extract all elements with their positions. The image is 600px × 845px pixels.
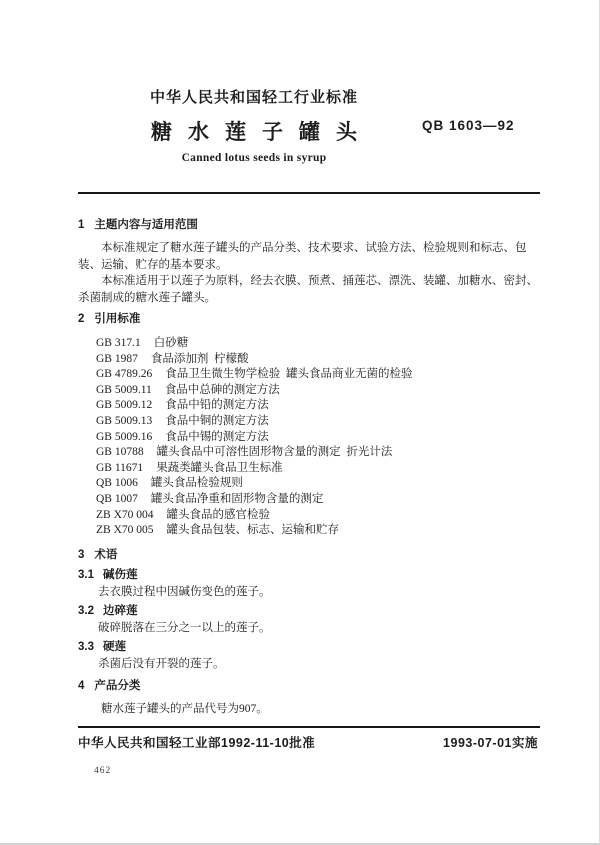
scope-paragraph-1: 本标准规定了糖水莲子罐头的产品分类、技术要求、试验方法、检验规则和标志、包装、运输、贮存的基本要求。 (78, 242, 527, 271)
list-item (96, 336, 540, 352)
footer-divider (78, 726, 540, 728)
standard-title: 食品中铅的测定方法 (165, 399, 269, 412)
term-definition: 破碎脱落在三分之一以上的莲子。 (98, 621, 271, 634)
term-heading (78, 640, 540, 654)
standard-code: GB 5009.12 (96, 399, 153, 412)
classification-paragraph: 糖水莲子罐头的产品代号为907。 (101, 702, 268, 715)
section-heading-classification (78, 679, 540, 694)
term-name: 碱伤莲 (103, 568, 138, 581)
standard-code: QB 1006 (96, 477, 138, 490)
list-item (96, 445, 540, 461)
list-item (96, 383, 540, 399)
document-body (78, 194, 540, 717)
section-title: 引用标准 (94, 313, 141, 325)
standard-code: QB 1007 (96, 492, 138, 505)
list-item (96, 430, 540, 446)
list-item (96, 352, 540, 368)
document-title-english: Canned lotus seeds in syrup (181, 152, 327, 164)
standard-code: ZB X70 005 (96, 524, 154, 537)
term-heading (78, 604, 540, 618)
section-title: 主题内容与适用范围 (94, 219, 198, 231)
term-number: 3.1 (78, 568, 94, 581)
document-title-chinese: 糖水莲子罐头 (151, 121, 373, 144)
section-heading-terms (78, 548, 540, 563)
term-name: 硬莲 (103, 640, 126, 653)
standard-title: 食品中总砷的测定方法 (164, 383, 280, 396)
section-heading-references (78, 312, 540, 327)
scope-paragraph-2: 本标准适用于以莲子为原料，经去衣膜、预煮、捅莲芯、漂洗、装罐、加糖水、密封、杀菌制成的糖水莲子罐头。 (78, 275, 538, 304)
standard-code: GB 1987 (96, 352, 138, 365)
standard-code: GB 10788 (96, 446, 144, 459)
standard-title: 食品中锡的测定方法 (165, 430, 269, 443)
approval-statement: 中华人民共和国轻工业部1992-11-10批准 (78, 736, 316, 750)
section-number: 3 (78, 548, 85, 561)
list-item (96, 414, 540, 430)
standard-code: GB 317.1 (96, 337, 141, 349)
standard-code: GB 5009.16 (96, 430, 153, 443)
list-item (96, 461, 540, 477)
standard-title: 罐头食品净重和固形物含量的测定 (150, 492, 324, 505)
standard-title: 罐头食品的感官检验 (166, 508, 270, 521)
term-heading (78, 568, 540, 582)
section-title: 术语 (94, 548, 118, 561)
standard-code: GB 5009.11 (96, 383, 152, 396)
standard-code: GB 11671 (96, 461, 144, 474)
term-block (78, 640, 540, 671)
standard-title: 食品卫生微生物学检验 罐头食品商业无菌的检验 (165, 368, 413, 381)
term-number: 3.3 (78, 640, 94, 653)
term-definition: 杀菌后没有开裂的莲子。 (98, 657, 225, 670)
standard-title: 罐头食品包装、标志、运输和贮存 (166, 524, 339, 537)
standard-title: 罐头食品检验规则 (150, 477, 243, 490)
referenced-standards-list (78, 336, 540, 539)
section-number: 1 (78, 219, 85, 231)
standard-code: GB 5009.13 (96, 414, 153, 427)
list-item (96, 508, 540, 524)
list-item (96, 523, 540, 539)
list-item (96, 367, 540, 383)
standard-title: 食品添加剂 柠檬酸 (150, 352, 249, 365)
list-item (96, 492, 540, 508)
section-heading-scope (78, 218, 540, 233)
section-number: 4 (78, 679, 85, 692)
list-item (96, 476, 540, 492)
standard-number: QB 1603—92 (422, 118, 515, 133)
term-name: 边碎莲 (103, 604, 138, 617)
page-number: 462 (94, 766, 112, 776)
standard-title: 白砂糖 (153, 337, 189, 349)
list-item (96, 398, 540, 414)
section-title: 产品分类 (94, 679, 141, 692)
term-number: 3.2 (78, 604, 94, 617)
standard-title: 罐头食品中可溶性固形物含量的测定 折光计法 (156, 446, 393, 459)
standard-title: 食品中铜的测定方法 (165, 414, 269, 427)
standard-code: ZB X70 004 (96, 508, 154, 521)
implementation-date: 1993-07-01实施 (443, 736, 538, 750)
term-definition: 去衣膜过程中因碱伤变色的莲子。 (98, 585, 271, 598)
standard-code: GB 4789.26 (96, 368, 153, 381)
term-block (78, 568, 540, 599)
section-number: 2 (78, 313, 85, 325)
term-block (78, 604, 540, 635)
standard-title: 果蔬类罐头食品卫生标准 (156, 461, 283, 474)
standard-type-heading: 中华人民共和国轻工行业标准 (149, 89, 358, 106)
